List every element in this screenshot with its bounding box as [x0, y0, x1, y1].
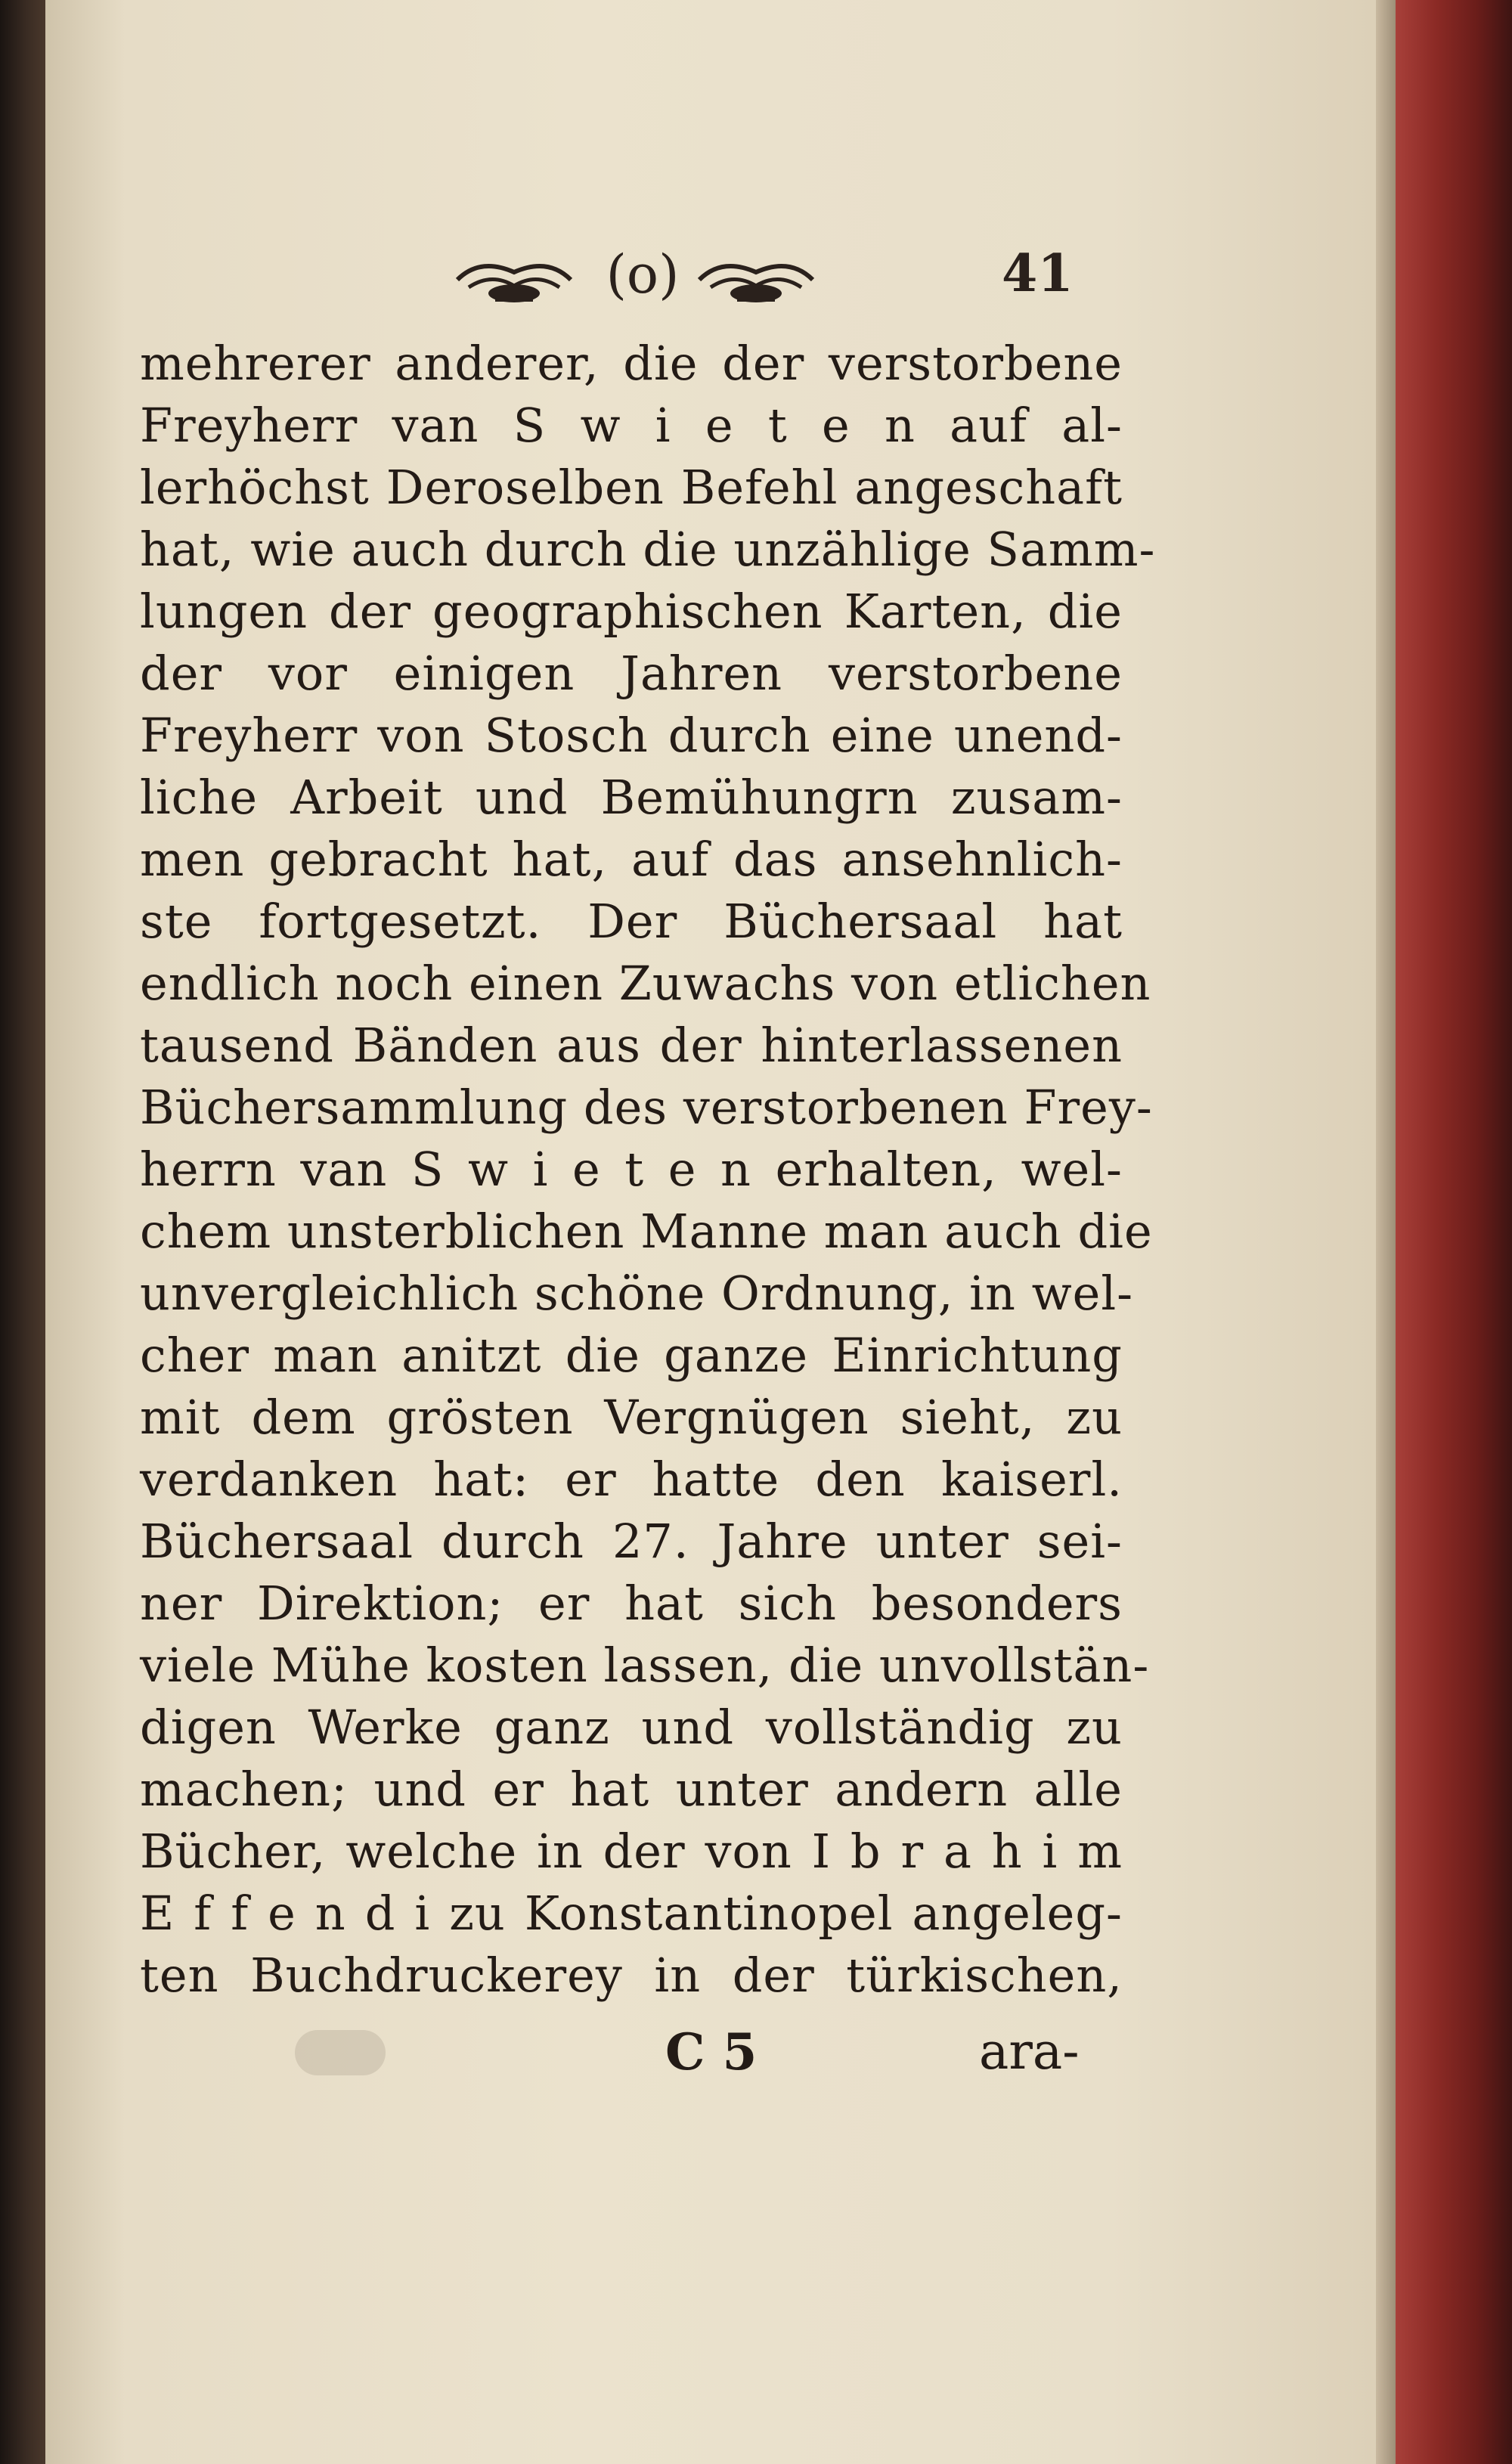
- text-line: machen; und er hat unter andern alle: [140, 1762, 1123, 1817]
- text-line: der vor einigen Jahren verstorbene: [140, 646, 1123, 701]
- text-line: Freyherr van S w i e t e n auf al-: [140, 398, 1123, 453]
- text-line: viele Mühe kosten lassen, die unvollstän-: [140, 1638, 1150, 1693]
- text-line: unvergleichlich schöne Ordnung, in wel-: [140, 1266, 1134, 1321]
- text-line: lungen der geographischen Karten, die: [140, 584, 1123, 639]
- text-line: cher man anitzt die ganze Einrichtung: [140, 1328, 1123, 1383]
- text-line: lerhöchst Deroselben Befehl angeschaft: [140, 460, 1123, 515]
- text-line: E f f e n d i zu Konstantinopel angeleg-: [140, 1886, 1123, 1941]
- text-line: hat, wie auch durch die unzählige Samm-: [140, 522, 1156, 577]
- page-number: 41: [1002, 243, 1074, 304]
- text-line: endlich noch einen Zuwachs von etlichen: [140, 956, 1151, 1011]
- fleuron-ornament-right: [692, 249, 820, 310]
- text-line: mehrerer anderer, die der verstorbene: [140, 336, 1123, 391]
- text-line: mit dem grösten Vergnügen sieht, zu: [140, 1390, 1123, 1445]
- text-line: Bücher, welche in der von I b r a h i m: [140, 1824, 1123, 1879]
- cover-edge: [1396, 0, 1512, 2464]
- ink-smudge: [295, 2030, 386, 2075]
- text-line: herrn van S w i e t e n erhalten, wel-: [140, 1142, 1123, 1197]
- fleuron-ornament-left: [450, 249, 578, 310]
- page-footer: [45, 2022, 1376, 2091]
- text-line: men gebracht hat, auf das ansehnlich-: [140, 832, 1123, 887]
- text-line: liche Arbeit und Bemühungrn zusam-: [140, 770, 1123, 825]
- text-line: Freyherr von Stosch durch eine unend-: [140, 708, 1123, 763]
- catchword: ara-: [979, 2022, 1080, 2081]
- page-header: [45, 227, 1376, 325]
- signature-mark: C 5: [665, 2022, 758, 2081]
- text-line: digen Werke ganz und vollständig zu: [140, 1700, 1123, 1755]
- text-line: tausend Bänden aus der hinterlassenen: [140, 1018, 1123, 1073]
- book-spine: [0, 0, 45, 2464]
- text-line: ste fortgesetzt. Der Büchersaal hat: [140, 894, 1123, 949]
- text-line: Büchersammlung des verstorbenen Frey-: [140, 1080, 1153, 1135]
- text-line: chem unsterblichen Manne man auch die: [140, 1204, 1153, 1259]
- page-edge: [1376, 0, 1396, 2464]
- header-mark: (o): [606, 243, 680, 305]
- text-line: Büchersaal durch 27. Jahre unter sei-: [140, 1514, 1123, 1569]
- text-line: verdanken hat: er hatte den kaiserl.: [140, 1452, 1123, 1507]
- text-line: ten Buchdruckerey in der türkischen,: [140, 1948, 1123, 2003]
- text-line: ner Direktion; er hat sich besonders: [140, 1576, 1123, 1631]
- body-text: [140, 333, 1156, 2007]
